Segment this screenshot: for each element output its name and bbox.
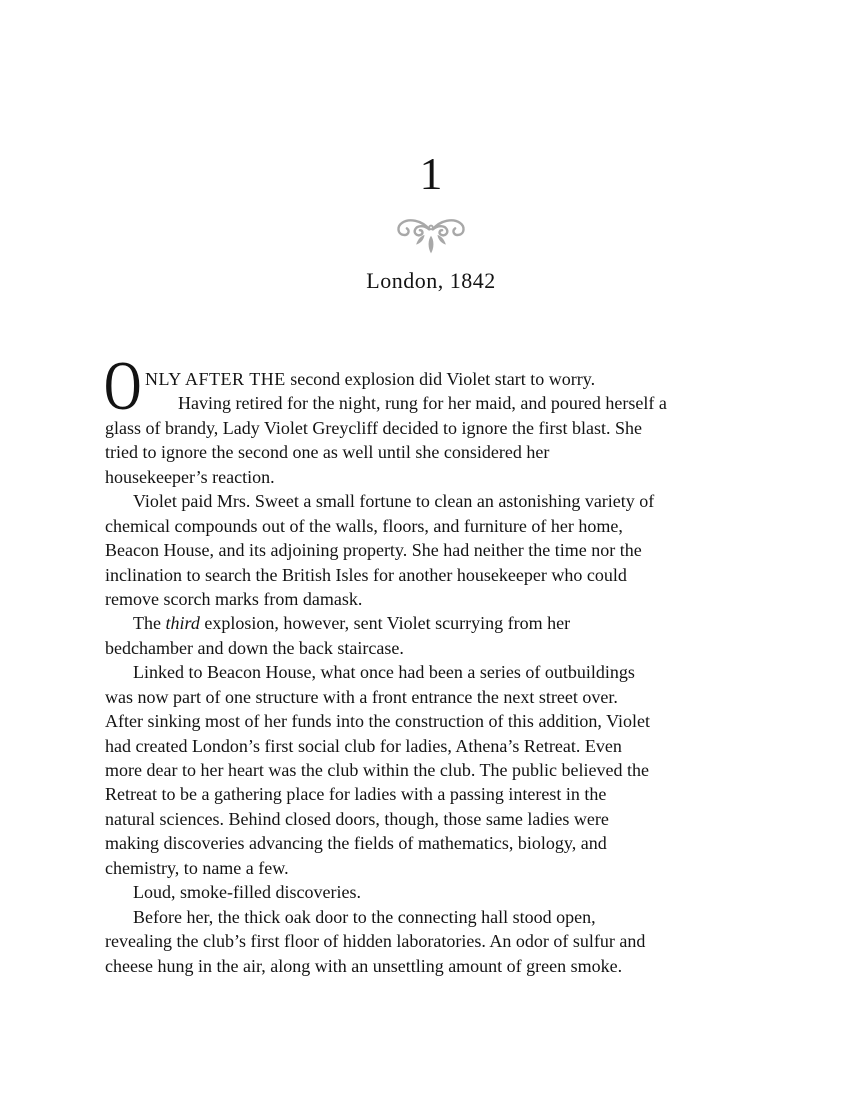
paragraphs xyxy=(105,367,765,978)
chapter-number: 1 xyxy=(419,148,443,199)
chapter-dateline: London, 1842 xyxy=(366,268,496,293)
text-line: making discoveries advancing the fields of mathematics, biology, and xyxy=(105,833,607,854)
text-line: chemistry, to name a few. xyxy=(105,857,289,878)
text-line: glass of brandy, Lady Violet Greycliff decided to ignore the first blast. She xyxy=(105,417,642,438)
text-line: Loud, smoke-filled discoveries. xyxy=(133,882,361,903)
text-line: The third explosion, however, sent Violet scurrying from her xyxy=(133,613,571,634)
text-line: Violet paid Mrs. Sweet a small fortune to clean an astonishing variety of xyxy=(133,491,655,512)
text-line: NLY AFTER THE second explosion did Violet start to worry. xyxy=(145,369,596,389)
text-line: remove scorch marks from damask. xyxy=(105,588,363,609)
text-line: inclination to search the British Isles for another housekeeper who could xyxy=(105,564,627,585)
text-line: tried to ignore the second one as well until she considered her xyxy=(105,442,550,463)
text-line: Before her, the thick oak door to the connecting hall stood open, xyxy=(133,906,596,927)
text-line: bedchamber and down the back staircase. xyxy=(105,637,404,658)
text-line: more dear to her heart was the club within the club. The public believed the xyxy=(105,760,649,780)
text-line: Beacon House, and its adjoining property. She had neither the time nor the xyxy=(105,540,642,561)
text-line: chemical compounds out of the walls, floors, and furniture of her home, xyxy=(105,515,623,536)
text-line: After sinking most of her funds into the construction of this addition, Violet xyxy=(105,711,651,732)
text-line: natural sciences. Behind closed doors, though, those same ladies were xyxy=(105,808,609,829)
text-line: Having retired for the night, rung for her maid, and poured herself a xyxy=(178,393,667,414)
text-line: had created London’s first social club for ladies, Athena’s Retreat. Even xyxy=(105,735,622,756)
text-line: Retreat to be a gathering place for ladies with a passing interest in the xyxy=(105,784,607,805)
text-line: housekeeper’s reaction. xyxy=(105,466,275,487)
body-text xyxy=(104,348,765,978)
text-line: Linked to Beacon House, what once had been a series of outbuildings xyxy=(133,662,635,683)
chapter-ornament xyxy=(0,212,862,259)
drop-cap: O xyxy=(104,348,142,425)
text-line: cheese hung in the air, along with an unsettling amount of green smoke. xyxy=(105,955,623,976)
text-line: was now part of one structure with a front entrance the next street over. xyxy=(105,686,618,707)
flourish-ornament-icon xyxy=(392,241,470,258)
text-line: revealing the club’s first floor of hidden laboratories. An odor of sulfur and xyxy=(105,931,646,952)
